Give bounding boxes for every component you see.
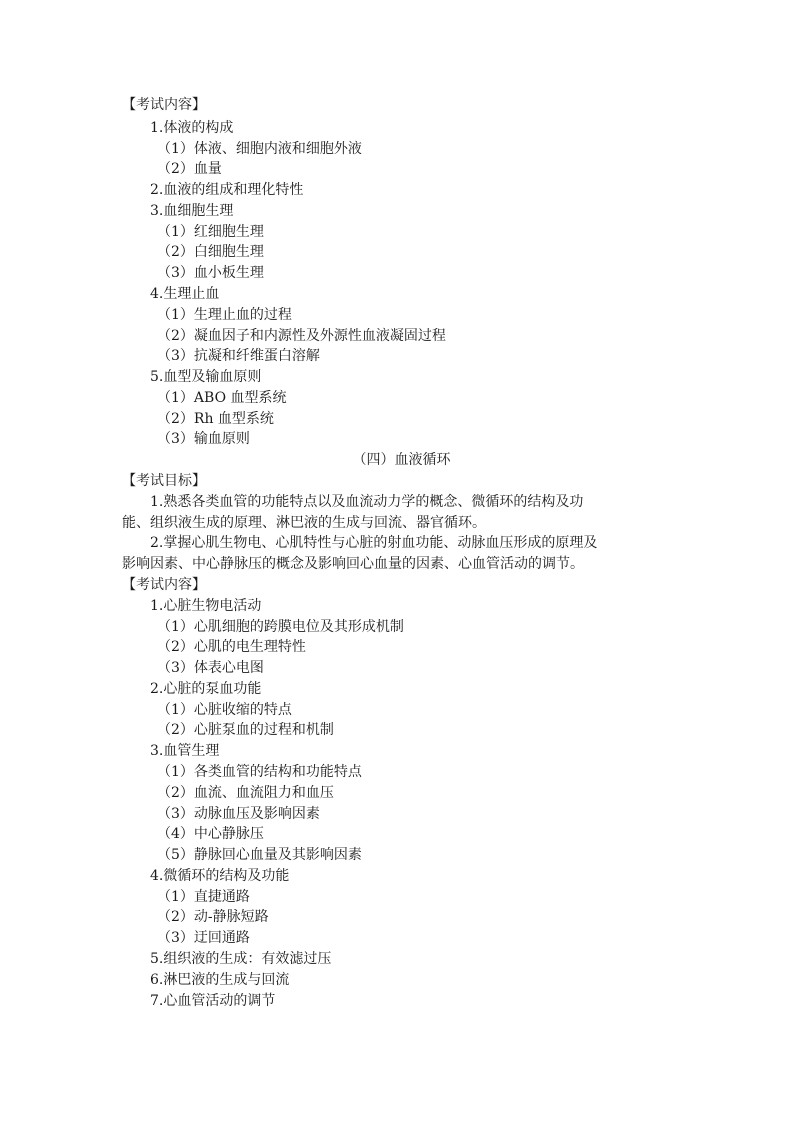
list-item: （3）迂回通路 <box>157 930 250 946</box>
section-heading: 【考试内容】 <box>122 577 206 593</box>
list-item: 1.心脏生物电活动 <box>150 598 262 614</box>
goal-paragraph-2-line-2: 影响因素、中心静脉压的概念及影响回心血量的因素、心血管活动的调节。 <box>122 556 584 572</box>
list-item: 6.淋巴液的生成与回流 <box>150 972 290 988</box>
list-item: （5）静脉回心血量及其影响因素 <box>157 847 362 863</box>
section-heading: 【考试内容】 <box>122 97 206 113</box>
list-item: 7.心血管活动的调节 <box>150 993 276 1009</box>
list-item: 3.血管生理 <box>150 743 220 759</box>
list-item: （1）生理止血的过程 <box>157 307 292 323</box>
list-item: （1）心脏收缩的特点 <box>157 702 292 718</box>
list-item: 2.血液的组成和理化特性 <box>150 182 304 198</box>
list-item: 5.血型及输血原则 <box>150 369 262 385</box>
list-item: 1.体液的构成 <box>150 120 234 136</box>
list-item: （3）动脉血压及影响因素 <box>157 806 320 822</box>
list-item: （3）体表心电图 <box>157 660 264 676</box>
list-item: （1）心肌细胞的跨膜电位及其形成机制 <box>157 619 404 635</box>
list-item: （3）血小板生理 <box>157 265 264 281</box>
goal-paragraph-1-line-1: 1.熟悉各类血管的功能特点以及血流动力学的概念、微循环的结构及功 <box>150 494 584 510</box>
list-item: （2）血流、血流阻力和血压 <box>157 785 334 801</box>
list-item: （3）抗凝和纤维蛋白溶解 <box>157 348 320 364</box>
list-item: （2）动-静脉短路 <box>157 909 269 925</box>
list-item: （2）心肌的电生理特性 <box>157 639 306 655</box>
list-item: （1）直捷通路 <box>157 889 250 905</box>
list-item: 4.微循环的结构及功能 <box>150 868 290 884</box>
list-item: （1）红细胞生理 <box>157 224 264 240</box>
list-item: （4）中心静脉压 <box>157 826 264 842</box>
list-item: （2）Rh 血型系统 <box>157 411 274 427</box>
list-item: （2）心脏泵血的过程和机制 <box>157 722 334 738</box>
list-item: （1）各类血管的结构和功能特点 <box>157 764 362 780</box>
chapter-title: （四）血液循环 <box>352 452 451 468</box>
list-item: （1）ABO 血型系统 <box>157 390 287 406</box>
list-item: 4.生理止血 <box>150 286 220 302</box>
list-item: 3.血细胞生理 <box>150 203 234 219</box>
list-item: （2）白细胞生理 <box>157 244 264 260</box>
list-item: （2）凝血因子和内源性及外源性血液凝固过程 <box>157 328 446 344</box>
list-item: 2.心脏的泵血功能 <box>150 681 262 697</box>
section-heading: 【考试目标】 <box>122 473 206 489</box>
list-item: （3）输血原则 <box>157 431 250 447</box>
list-item: （1）体液、细胞内液和细胞外液 <box>157 141 362 157</box>
list-item: （2）血量 <box>157 161 222 177</box>
goal-paragraph-1-line-2: 能、组织液生成的原理、淋巴液的生成与回流、器官循环。 <box>122 515 486 531</box>
goal-paragraph-2-line-1: 2.掌握心肌生物电、心肌特性与心脏的射血功能、动脉血压形成的原理及 <box>150 535 598 551</box>
list-item: 5.组织液的生成：有效滤过压 <box>150 951 332 967</box>
